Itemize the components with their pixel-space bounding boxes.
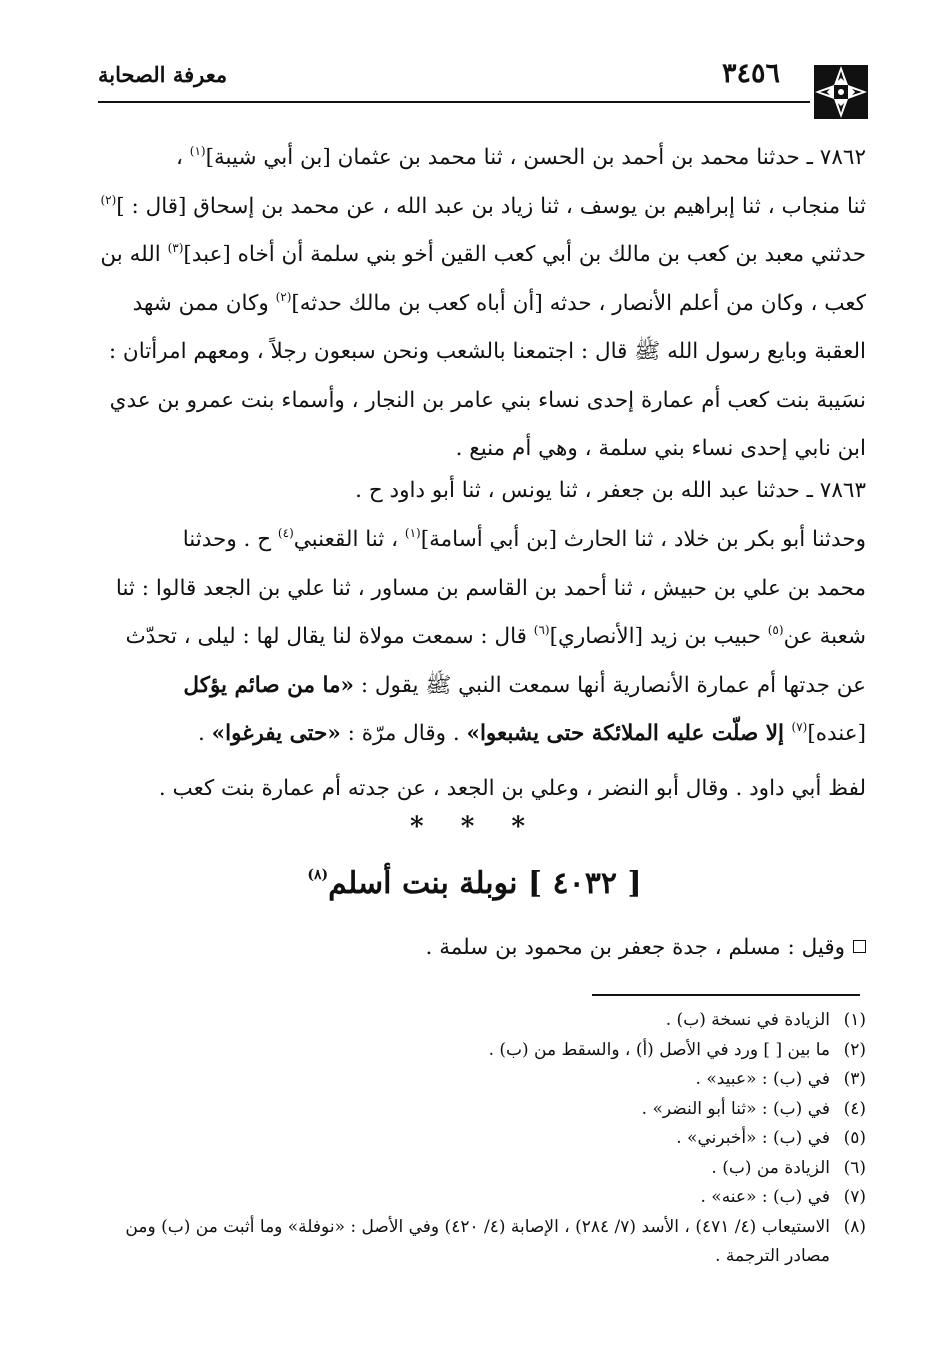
footnote-ref: (١) <box>189 144 206 158</box>
footnote: (٢) ما بين [ ] ورد في الأصل (أ) ، والسقط من (ب) . <box>488 1039 866 1060</box>
hadith-chain <box>100 516 866 759</box>
footnote: (٥) في (ب) : «أخبرني» . <box>676 1128 866 1148</box>
footnote-ref: (٧) <box>791 720 808 734</box>
text-line: العقبة وبايع رسول الله ﷺ قال : اجتمعنا بالشعب ونحن سبعون رجلاً ، ومعهم امرأتان : <box>108 339 866 364</box>
text-line: ثنا منجاب ، ثنا إبراهيم بن يوسف ، ثنا زياد بن عبد الله ، عن محمد بن إسحاق [قال : ]$^{(٢)}$ <box>100 192 866 219</box>
footnote: (٧) في (ب) : «عنه» . <box>700 1187 866 1207</box>
footnote: (٦) الزيادة من (ب) . <box>711 1157 866 1178</box>
text-line: نسَيبة بنت كعب أم عمارة إحدى نساء بني عامر بن النجار ، وأسماء بنت عمرو بن عدي <box>109 387 866 413</box>
separator-stars: * * * <box>410 812 539 842</box>
footnote-ref: (٥) <box>767 623 784 637</box>
footnote: (٨) الاستيعاب (٤/ ٤٧١) ، الأسد (٧/ ٢٨٤) ، الإصابة (٤/ ٤٢٠) وفي الأصل : «نوفلة» وما أثبت من (ب) ومن مصادر الترجمة . <box>125 1216 866 1266</box>
text-line: [عنده]$^{(٧)}$ إلا صلّت عليه الملائكة حتى يشبعوا» . وقال مرّة : «حتى يفرغوا» . <box>198 720 866 746</box>
text-line: ٧٨٦٣ ـ حدثنا عبد الله بن جعفر ، ثنا يونس ، ثنا أبو داود ح . <box>355 478 866 503</box>
footnote-rule <box>592 994 860 996</box>
hadith-quote: إلا صلّت عليه الملائكة حتى يشبعوا» <box>466 721 792 746</box>
text-line: محمد بن علي بن حبيش ، ثنا أحمد بن القاسم بن مساور ، ثنا علي بن الجعد قالوا : ثنا <box>115 575 866 601</box>
page-number: ٣٤٥٦ <box>722 58 781 89</box>
footnote-ref: (٦) <box>533 623 550 637</box>
text-line: عن جدتها أم عمارة الأنصارية أنها سمعت النبي ﷺ يقول : «ما من صائم يؤكل <box>183 672 866 698</box>
footnote: (٣) في (ب) : «عبيد» . <box>695 1069 866 1089</box>
section-note: وقيل : مسلم ، جدة جعفر بن محمود بن سلمة . <box>300 928 866 968</box>
footnotes <box>100 1006 866 1272</box>
ornament-icon <box>812 63 870 121</box>
text-line: شعبة عن$^{(٥)}$ حبيب بن زيد [الأنصاري]$^{(٦)}$ قال : سمعت مولاة لنا يقال لها : ليلى ، تحدّث <box>125 623 866 649</box>
footnote-ref: (٤) <box>277 526 294 540</box>
footnote: (١) الزيادة في نسخة (ب) . <box>665 1010 866 1030</box>
section-heading: [ ٤٠٣٢ ] نوبلة بنت أسلم$^{(٨)}$ <box>307 866 642 901</box>
footnote-ref: (٢) <box>275 289 292 304</box>
square-icon <box>853 940 866 953</box>
text-line: كعب ، وكان من أعلم الأنصار ، حدثه [أن أباه كعب بن مالك حدثه]$^{(٢)}$ وكان ممن شهد <box>132 289 866 316</box>
text-line: وحدثنا أبو بكر بن خلاد ، ثنا الحارث [بن أبي أسامة]$^{(١)}$ ، ثنا القعنبي$^{(٤)}$ ح . وحدثنا <box>182 526 866 552</box>
hadith-quote: «حتى يفرغوا» <box>211 721 341 746</box>
book-title: معرفة الصحابة <box>98 62 228 87</box>
footnote-ref: (٣) <box>167 241 184 255</box>
text-line: ابن نابي إحدى نساء بني سلمة ، وهي أم منيع . <box>455 436 866 461</box>
footnote: (٤) في (ب) : «ثنا أبو النضر» . <box>641 1098 866 1119</box>
closing-line <box>100 765 866 814</box>
text-line: حدثني معبد بن كعب بن مالك بن أبي كعب القين أخو بني سلمة أن أخاه [عبد]$^{(٣)}$ الله بن <box>100 241 866 267</box>
text-line: ٧٨٦٢ ـ حدثنا محمد بن أحمد بن الحسن ، ثنا محمد بن عثمان [بن أبي شيبة]$^{(١)}$ ، <box>176 144 866 170</box>
hadith-7862 <box>100 134 866 474</box>
hadith-7863 <box>100 467 866 516</box>
footnote-ref: (٢) <box>100 192 117 207</box>
footnote-ref: (١) <box>404 526 421 540</box>
header-rule <box>98 101 810 103</box>
hadith-quote: «ما من صائم يؤكل <box>183 672 354 698</box>
text-line: لفظ أبي داود . وقال أبو النضر ، وعلي بن الجعد ، عن جدته أم عمارة بنت كعب . <box>158 776 866 801</box>
footnote-ref: (٨) <box>307 867 329 883</box>
